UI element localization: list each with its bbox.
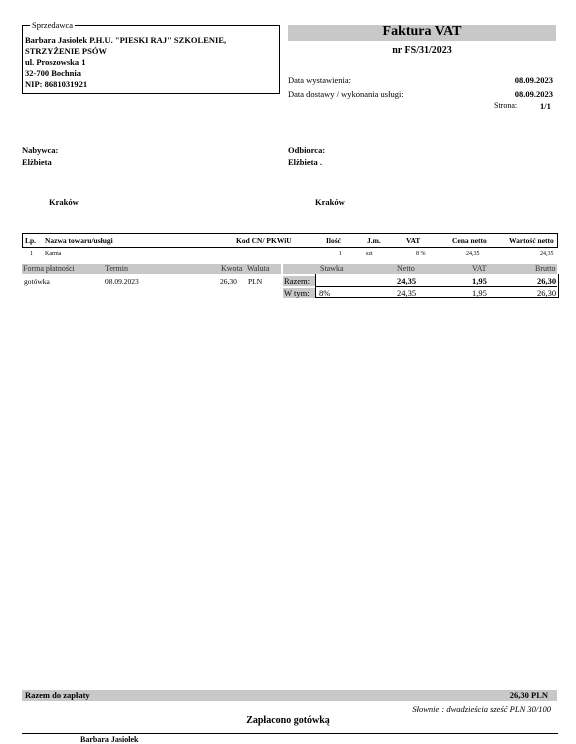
seller-nip: NIP: 8681031921 xyxy=(25,79,88,89)
amount-in-words: Słownie : dwadzieścia sześć PLN 30/100 xyxy=(412,704,551,714)
total-label: Razem: xyxy=(284,276,310,286)
payment-due-header: Termin xyxy=(105,264,128,273)
total-net: 24,35 xyxy=(397,276,417,286)
payment-currency: PLN xyxy=(248,277,263,286)
total-vat: 1,95 xyxy=(472,276,487,286)
recipient-city: Kraków xyxy=(315,197,345,207)
total-gross: 26,30 xyxy=(537,276,557,286)
payment-method: gotówka xyxy=(24,277,50,286)
issue-date: 08.09.2023 xyxy=(514,75,553,85)
amount-due-value: 26,30 PLN xyxy=(509,690,548,700)
summary-row-divider xyxy=(315,286,557,287)
item-vat: 8 % xyxy=(416,251,426,257)
summary-net-header: Netto xyxy=(397,264,415,273)
col-vat: VAT xyxy=(406,236,421,245)
summary-rate-header: Stawka xyxy=(320,264,344,273)
col-lp: Lp. xyxy=(25,236,37,245)
incl-vat: 1,95 xyxy=(472,288,487,298)
payment-method-header: Forma płatności xyxy=(23,264,75,273)
item-name: Karma xyxy=(45,251,62,257)
incl-label: W tym: xyxy=(284,288,310,298)
payment-amount-header: Kwota xyxy=(221,264,243,273)
signature-name: Barbara Jasiołek xyxy=(80,735,139,744)
incl-gross: 26,30 xyxy=(537,288,557,298)
seller-street: ul. Proszowska 1 xyxy=(25,57,86,67)
payment-due: 08.09.2023 xyxy=(105,277,139,286)
item-qty: 1 xyxy=(339,251,342,257)
delivery-date: 08.09.2023 xyxy=(514,89,553,99)
item-lp: 1 xyxy=(30,251,33,257)
signature-line xyxy=(22,733,558,734)
col-net-price: Cena netto xyxy=(452,236,487,245)
recipient-label: Odbiorca: xyxy=(288,145,326,155)
incl-net: 24,35 xyxy=(397,288,417,298)
buyer-label: Nabywca: xyxy=(22,145,59,155)
incl-rate: 8% xyxy=(319,288,331,298)
amount-due-bar xyxy=(22,690,557,701)
summary-gross-header: Brutto xyxy=(535,264,556,273)
delivery-date-label: Data dostawy / wykonania usługi: xyxy=(288,89,404,99)
col-qty: Ilość xyxy=(326,236,341,245)
item-net-value: 24,35 xyxy=(540,251,554,257)
buyer-name: Elżbieta xyxy=(22,157,52,167)
seller-city: 32-700 Bochnia xyxy=(25,68,81,78)
payment-amount: 26,30 xyxy=(220,277,237,286)
seller-name-line2: STRZYŻENIE PSÓW xyxy=(25,46,107,56)
col-code: Kod CN/ PKWiU xyxy=(236,236,292,245)
amount-due-label: Razem do zapłaty xyxy=(25,690,90,700)
page-value: 1/1 xyxy=(540,101,551,111)
page-label: Strona: xyxy=(494,101,518,110)
summary-vat-header: VAT xyxy=(472,264,487,273)
paid-cash-note: Zapłacono gotówką xyxy=(246,715,330,726)
invoice-title: Faktura VAT xyxy=(382,24,462,39)
col-unit: J.m. xyxy=(367,236,381,245)
invoice-number: nr FS/31/2023 xyxy=(392,45,452,56)
payment-currency-header: Waluta xyxy=(247,264,270,273)
seller-name-line1: Barbara Jasiołek P.H.U. "PIESKI RAJ" SZKOLENIE, xyxy=(25,35,227,45)
recipient-name: Elżbieta . xyxy=(288,157,322,167)
col-name: Nazwa towaru/usługi xyxy=(45,236,113,245)
buyer-city: Kraków xyxy=(49,197,79,207)
item-unit: szt xyxy=(366,251,373,257)
issue-date-label: Data wystawienia: xyxy=(288,75,352,85)
col-net-value: Wartość netto xyxy=(509,236,554,245)
item-net-price: 24,35 xyxy=(466,251,480,257)
seller-legend: Sprzedawca xyxy=(32,20,74,30)
